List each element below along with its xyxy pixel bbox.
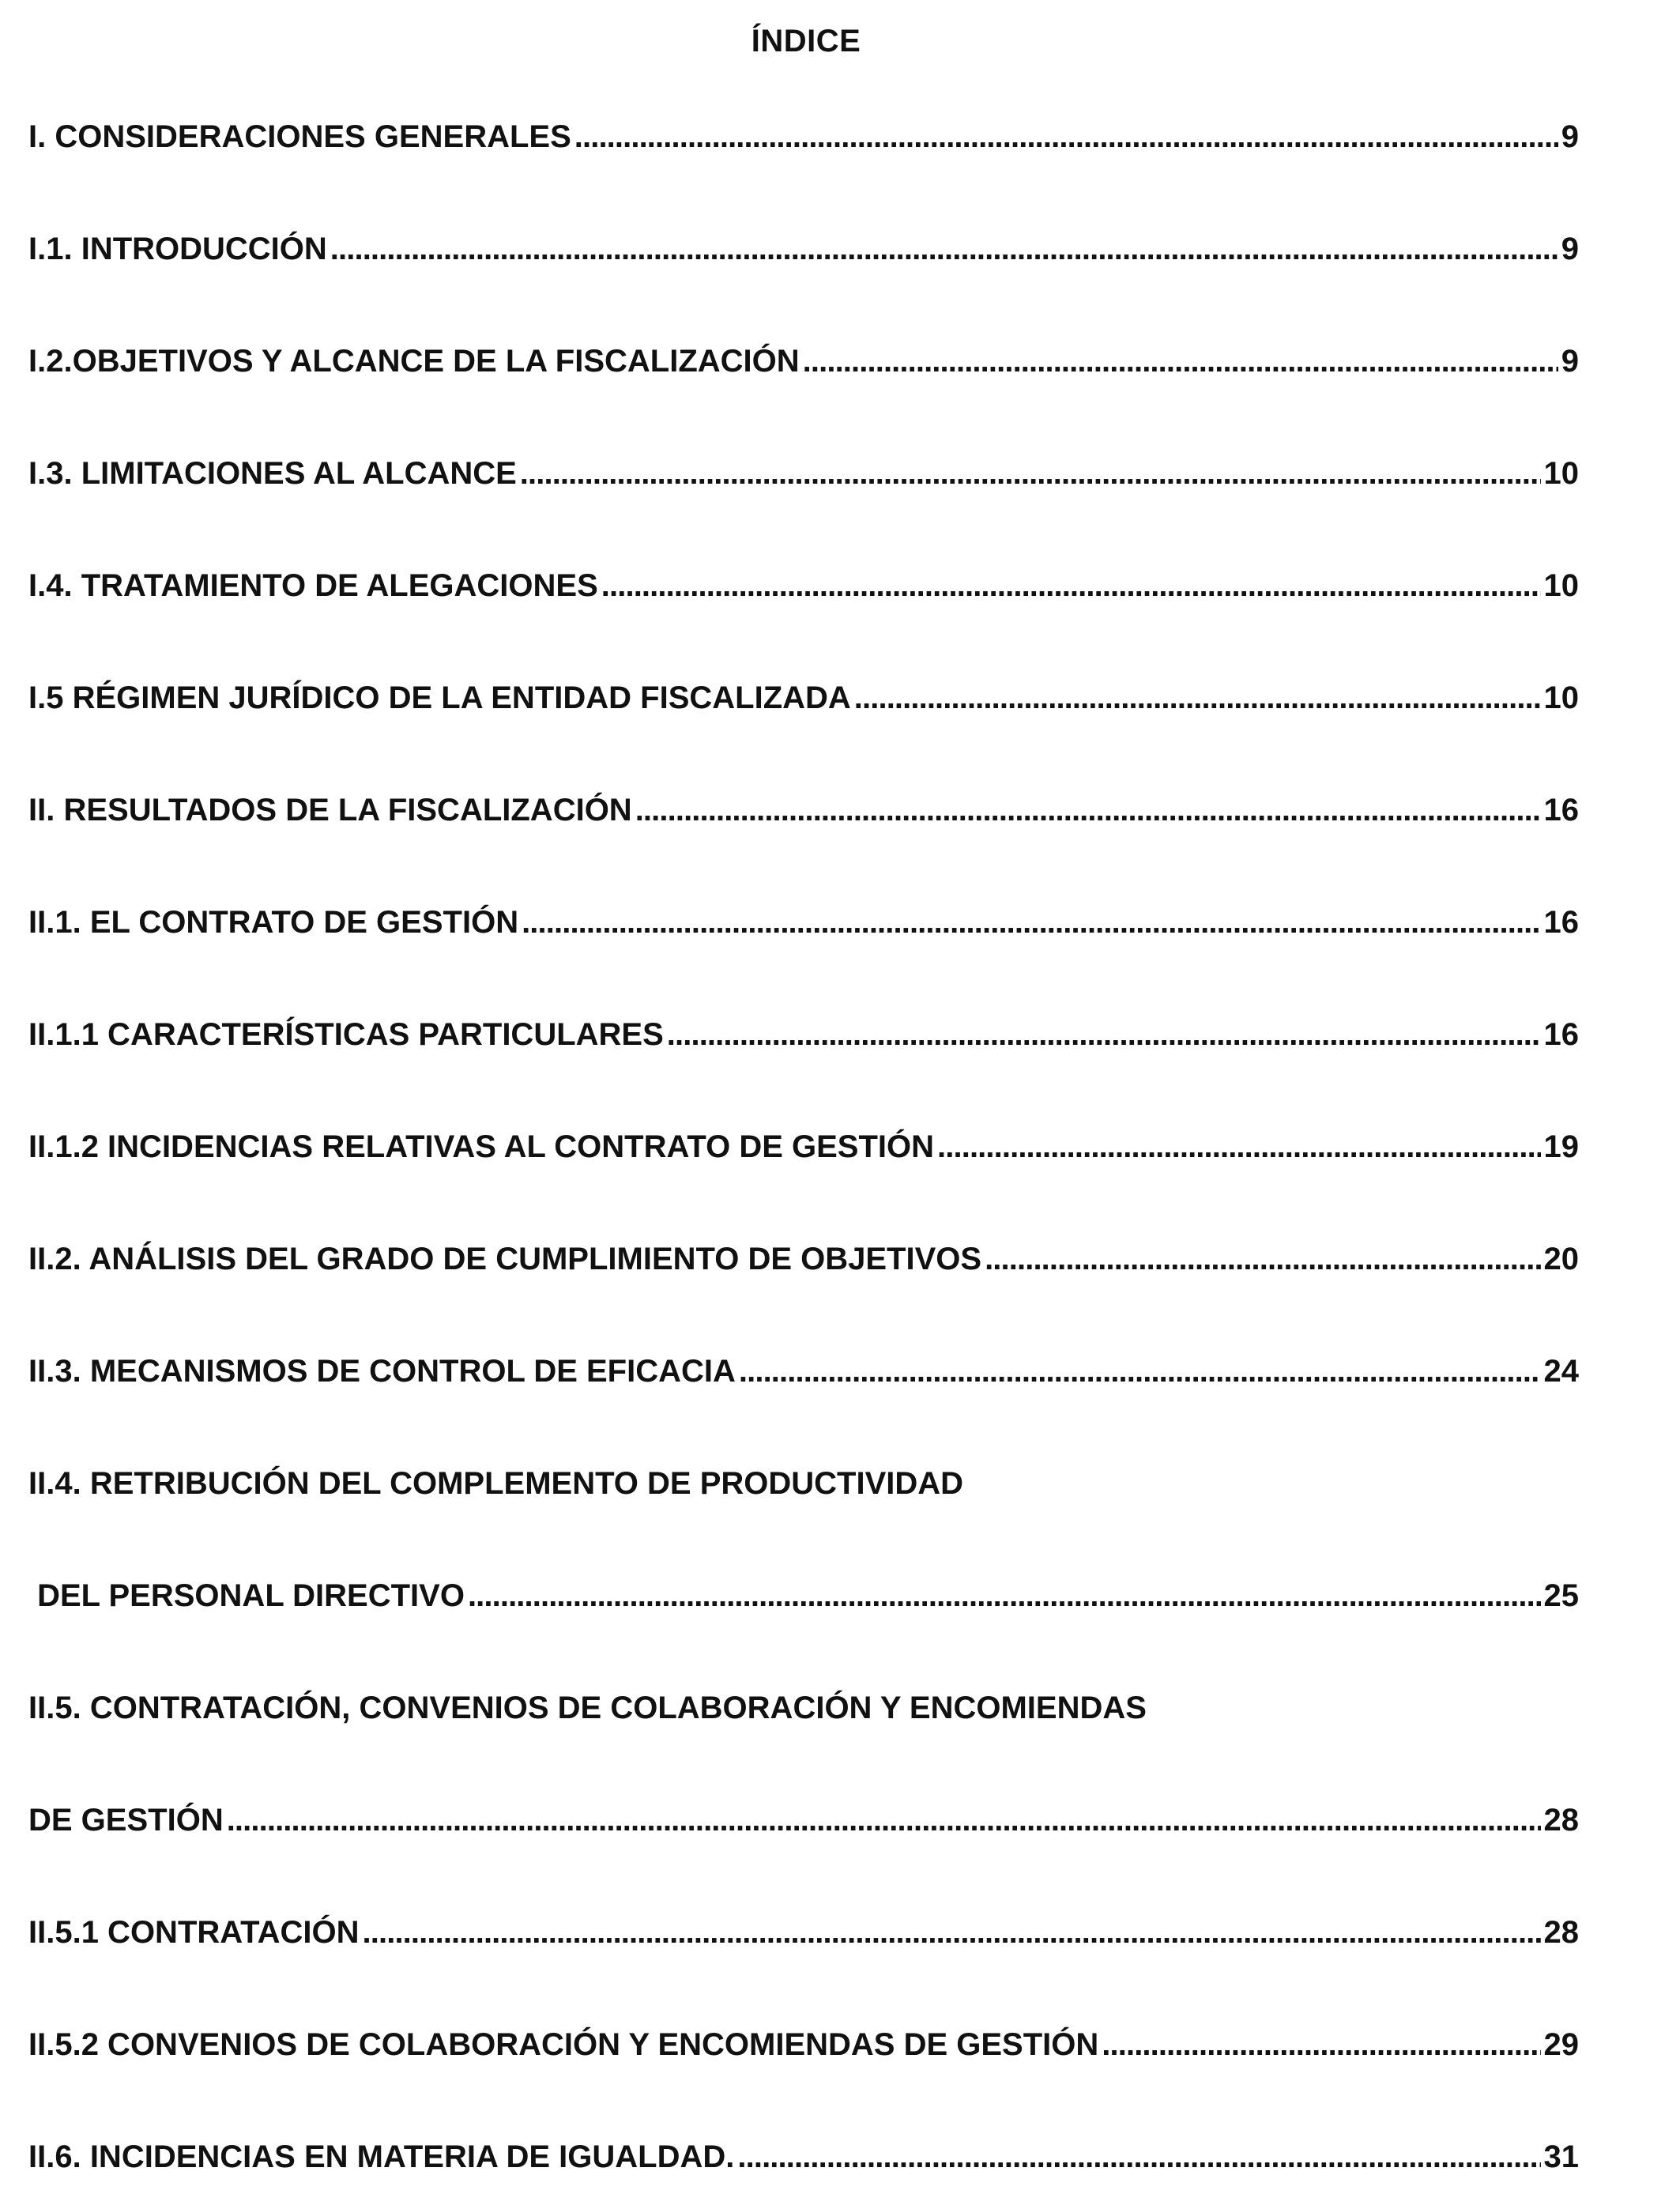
toc-entry[interactable] [28, 1570, 1579, 1614]
toc-entry-page: 24 [1543, 1354, 1579, 1389]
toc-entry-page: 25 [1543, 1578, 1579, 1613]
toc-entry-label: II.4. RETRIBUCIÓN DEL COMPLEMENTO DE PRODUCTIVIDAD [28, 1466, 964, 1501]
toc-entry-label: II.2. ANÁLISIS DEL GRADO DE CUMPLIMIENTO DE OBJETIVOS [28, 1242, 982, 1276]
toc-leader-dots [520, 456, 1541, 492]
toc-leader-dots [522, 905, 1540, 941]
toc-entry[interactable] [28, 1121, 1579, 1165]
toc-entry[interactable] [28, 223, 1579, 267]
toc-entry-label: II.5. CONTRATACIÓN, CONVENIOS DE COLABORACIÓN Y ENCOMIENDAS [28, 1691, 1147, 1725]
toc-entry-page: 29 [1543, 2027, 1579, 2062]
toc-entry-page: 10 [1543, 568, 1579, 603]
toc-leader-dots [667, 1017, 1541, 1053]
toc-entry[interactable] [28, 2131, 1579, 2175]
toc-entry-label: I. CONSIDERACIONES GENERALES [28, 119, 571, 154]
toc-entry-label: DE GESTIÓN [28, 1803, 224, 1838]
toc-entry-page: 9 [1561, 119, 1579, 154]
toc-leader-dots [985, 1242, 1540, 1277]
toc-leader-dots [1102, 2027, 1540, 2063]
toc-entry-page: 16 [1543, 1017, 1579, 1052]
toc-entry-label: I.2.OBJETIVOS Y ALCANCE DE LA FISCALIZACIÓN [28, 344, 800, 379]
toc-entry[interactable] [28, 784, 1579, 828]
toc-leader-dots [937, 1129, 1540, 1165]
toc-entry-page: 19 [1543, 1129, 1579, 1164]
toc-entry-page: 20 [1543, 1242, 1579, 1276]
toc-entry-label: II.5.1 CONTRATACIÓN [28, 1915, 360, 1950]
toc-leader-dots [363, 1915, 1541, 1951]
toc-entry-label: II.1. EL CONTRATO DE GESTIÓN [28, 905, 519, 940]
toc-entry-label: I.1. INTRODUCCIÓN [28, 232, 327, 266]
toc-entry[interactable] [28, 111, 1579, 155]
toc-entry[interactable] [28, 1457, 1579, 1502]
toc-leader-dots [803, 344, 1558, 379]
toc-entry[interactable] [28, 1906, 1579, 1951]
toc-entry-label: II. RESULTADOS DE LA FISCALIZACIÓN [28, 793, 632, 827]
toc-entry-page: 9 [1561, 344, 1579, 379]
toc-entry-label: II.3. MECANISMOS DE CONTROL DE EFICACIA [28, 1354, 736, 1389]
toc-entry[interactable] [28, 560, 1579, 604]
toc-entry[interactable] [28, 335, 1579, 379]
toc-entry-page: 9 [1561, 232, 1579, 266]
toc-entry-label: II.1.2 INCIDENCIAS RELATIVAS AL CONTRATO DE GESTIÓN [28, 1129, 935, 1164]
toc-entry[interactable] [28, 672, 1579, 716]
toc-entry-page: 10 [1543, 680, 1579, 715]
toc-leader-dots [739, 1354, 1541, 1389]
toc-entry-label: DEL PERSONAL DIRECTIVO [28, 1578, 465, 1613]
toc-entry[interactable] [28, 1794, 1579, 1838]
toc-entry[interactable] [28, 1008, 1579, 1053]
toc-entry[interactable] [28, 447, 1579, 492]
toc-leader-dots [737, 2139, 1540, 2175]
toc-entry-label: II.1.1 CARACTERÍSTICAS PARTICULARES [28, 1017, 664, 1052]
toc-entry-label: I.4. TRATAMIENTO DE ALEGACIONES [28, 568, 598, 603]
toc-entry-label: I.5 RÉGIMEN JURÍDICO DE LA ENTIDAD FISCALIZADA [28, 680, 851, 715]
toc-entry-page: 31 [1543, 2139, 1579, 2174]
toc-entry-page: 10 [1543, 456, 1579, 491]
toc-entry[interactable] [28, 1682, 1579, 1726]
toc-entry-label: I.3. LIMITACIONES AL ALCANCE [28, 456, 517, 491]
toc-entry[interactable] [28, 896, 1579, 941]
toc-leader-dots [635, 793, 1541, 828]
toc-entry-page: 28 [1543, 1915, 1579, 1950]
toc-leader-dots [574, 119, 1558, 155]
toc-leader-dots [468, 1578, 1541, 1614]
toc-entry-page: 16 [1543, 905, 1579, 940]
toc-leader-dots [330, 232, 1558, 267]
toc-entry[interactable] [28, 2019, 1579, 2063]
toc-leader-dots [601, 568, 1541, 604]
toc-entry[interactable] [28, 1233, 1579, 1277]
toc-leader-dots [227, 1803, 1541, 1838]
toc-leader-dots [854, 680, 1541, 716]
toc-entry-page: 16 [1543, 793, 1579, 827]
toc-entry-label: II.5.2 CONVENIOS DE COLABORACIÓN Y ENCOMIENDAS DE GESTIÓN [28, 2027, 1099, 2062]
toc-title: ÍNDICE [751, 24, 861, 58]
toc-entry-label: II.6. INCIDENCIAS EN MATERIA DE IGUALDAD. [28, 2139, 735, 2174]
toc-entry[interactable] [28, 1345, 1579, 1389]
toc-entry-page: 28 [1543, 1803, 1579, 1838]
